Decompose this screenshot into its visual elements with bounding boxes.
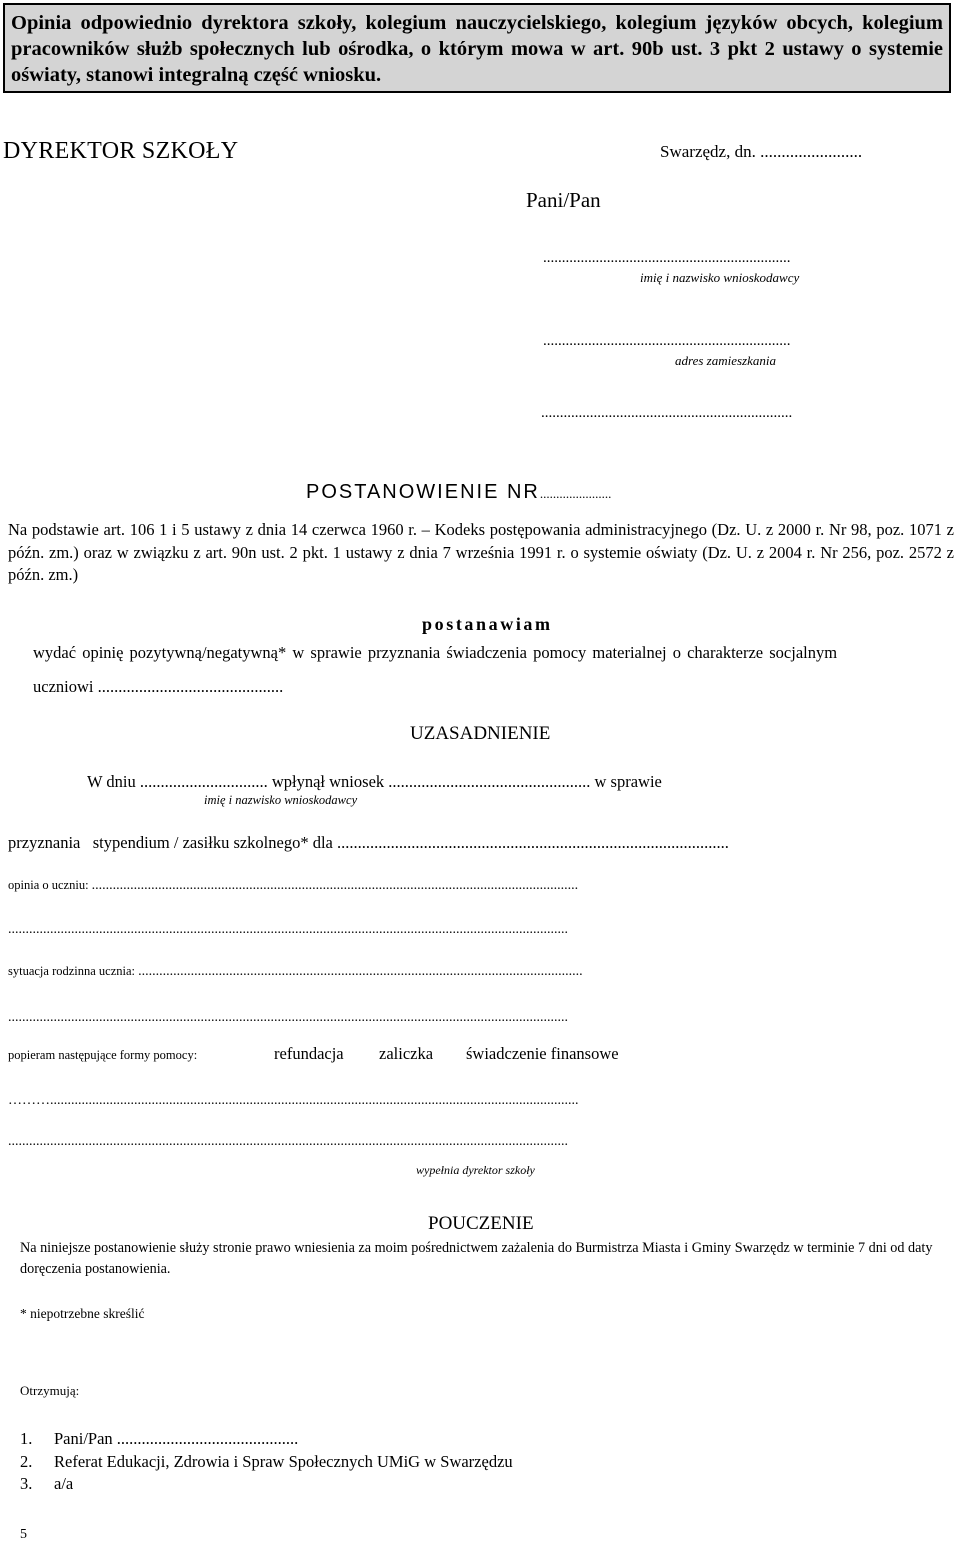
instruction-title: POUCZENIE [428,1213,534,1234]
recipients-label: Otrzymują: [20,1383,80,1398]
support-line-2: ................................................................................................................................................................ [8,1134,568,1149]
recipient-item [20,1428,513,1451]
student-opinion-label: opinia o uczniu: [8,878,92,892]
support-option-advance: zaliczka [379,1044,434,1063]
issuer-title: DYREKTOR SZKOŁY [3,138,239,164]
decision-verb: postanawiam [422,614,553,634]
student-opinion-dots: ........................................................................................................................................... [91,878,579,893]
decision-number-dots: ...................... [539,486,612,501]
support-option-financial: świadczenie finansowe [466,1044,619,1063]
family-situation-label: sytuacja rodzinna ucznia: [8,964,139,978]
student-opinion-row [8,878,578,894]
recipient-number: 1. [20,1429,33,1448]
address-line: .................................................................. [543,333,791,349]
applicant-name-caption: imię i nazwisko wnioskodawcy [640,270,800,285]
student-opinion-line-2: ................................................................................................................................................................ [8,922,568,937]
addressee-label: Pani/Pan [526,188,601,212]
address-line-2: ................................................................... [541,405,793,421]
justification-title: UZASADNIENIE [410,723,551,744]
recipient-item [20,1451,513,1474]
header-notice-text: Opinia odpowiednio dyrektora szkoły, kolegium nauczycielskiego, kolegium języków obcych, kolegium pracowników służb społecznych lub ośrodka, o którym mowa w art. 90b ust. 3 pkt 2 ustawy o systemie oświaty, stanowi integralną część wniosku. [11,12,943,86]
instruction-body: Na niniejsze postanowienie służy stronie prawo wniesienia za moim pośrednictwem zażalenia do Burmistrza Miasta i Gminy Swarzędz w terminie 7 dni od daty doręczenia postanowienia. [20,1240,933,1277]
family-situation-dots: ............................................................................................................................... [138,964,583,979]
recipient-number: 2. [20,1451,33,1471]
application-date-line: W dniu ............................... wpłynął wniosek ................................................. w sprawie [87,772,662,791]
applicant-name-line: .................................................................. [543,250,791,266]
address-caption: adres zamieszkania [675,353,776,368]
decision-title-text: POSTANOWIENIE NR [306,481,540,503]
family-situation-line-2: ................................................................................................................................................................ [8,1010,568,1025]
recipients-list [20,1428,513,1496]
legal-basis: Na podstawie art. 106 1 i 5 ustawy z dnia 14 czerwca 1960 r. – Kodeks postępowania administracyjnego (Dz. U. z 2000 r. Nr 98, poz. 1071 z późn. zm.) oraz w związku z art. 90n ust. 2 pkt. 1 ustawy z dnia 7 września 1991 r. o systemie oświaty (Dz. U. z 2004 r. Nr 256, poz. 2572 z późn. zm.) [8,520,954,584]
family-situation-row [8,964,583,980]
footnote: * niepotrzebne skreślić [20,1306,145,1321]
recipient-text: a/a [54,1474,74,1493]
application-applicant-caption: imię i nazwisko wnioskodawcy [204,793,358,807]
decision-title [306,481,611,504]
support-option-refund: refundacja [274,1044,344,1063]
decision-text: wydać opinię pozytywną/negatywną* w sprawie przyznania świadczenia pomocy materialnej o charakterze socjalnym [33,643,838,662]
grant-type-line: przyznania stypendium / zasiłku szkolnego* dla ............................................................................................... [8,833,729,852]
recipient-text: Pani/Pan ............................................ [54,1429,299,1448]
student-line: uczniowi ............................................. [33,677,284,696]
page-number: 5 [20,1527,27,1542]
date-field: Swarzędz, dn. ........................ [660,142,863,161]
principal-fills-caption: wypełnia dyrektor szkoły [416,1163,535,1177]
header-notice-box [3,3,951,93]
recipient-item [20,1473,513,1496]
recipient-text: Referat Edukacji, Zdrowia i Spraw Społecznych UMiG w Swarzędzu [54,1451,513,1471]
support-forms-label: popieram następujące formy pomocy: [8,1048,198,1062]
support-line-1: ………....................................................................................................................................................... [8,1093,579,1108]
recipient-number: 3. [20,1474,33,1493]
